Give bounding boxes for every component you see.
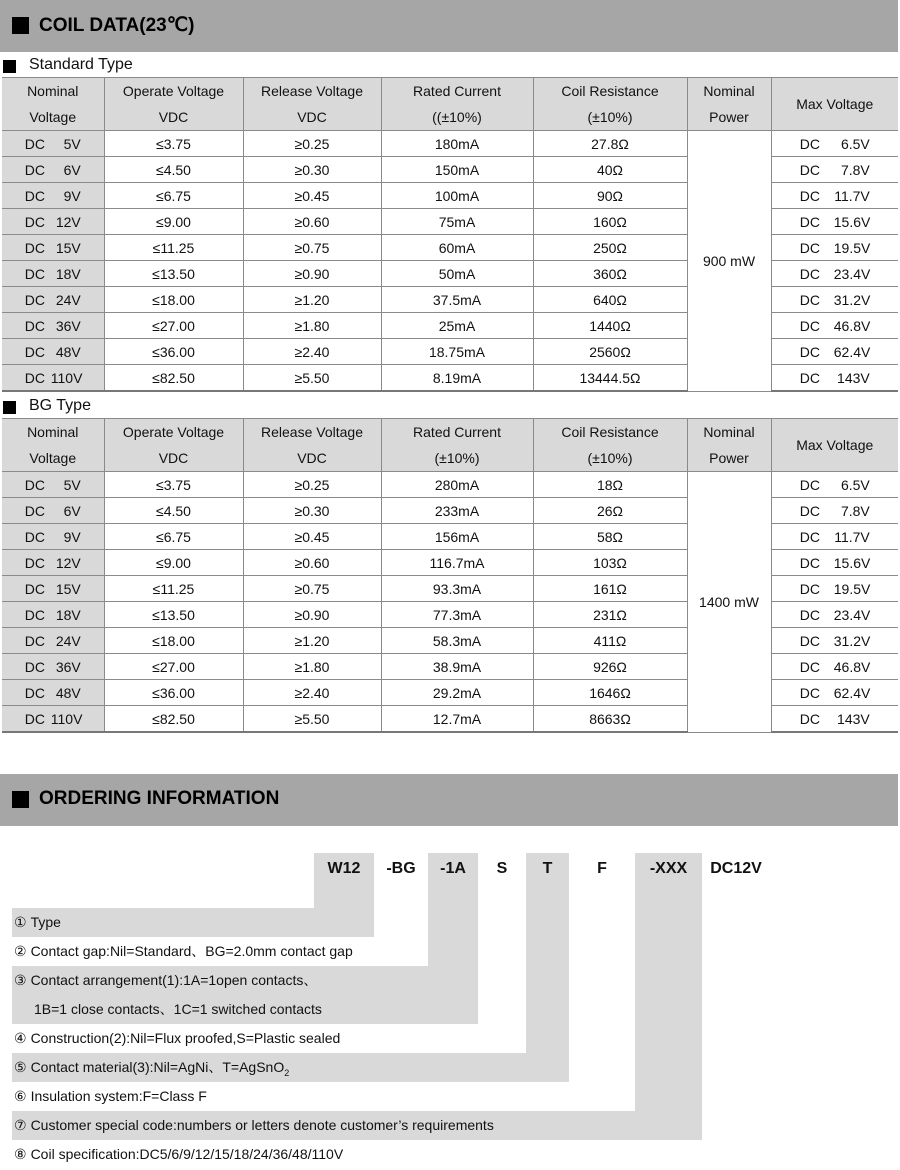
operate-cell: ≤9.00 bbox=[104, 209, 243, 235]
code-part-arrangement: -1A bbox=[440, 860, 466, 877]
code-part-type: W12 bbox=[327, 860, 361, 877]
column-header-unit: Power bbox=[687, 445, 771, 472]
release-cell: ≥0.75 bbox=[243, 235, 381, 261]
current-cell: 156mA bbox=[381, 524, 533, 550]
operate-cell: ≤9.00 bbox=[104, 550, 243, 576]
max-voltage-cell: DC 11.7V bbox=[771, 183, 898, 209]
max-voltage-cell: DC 15.6V bbox=[771, 209, 898, 235]
ordering-section-header bbox=[0, 774, 898, 826]
resistance-cell: 26Ω bbox=[533, 498, 687, 524]
nominal-voltage-cell: DC 48V bbox=[2, 339, 104, 365]
table-row bbox=[2, 131, 898, 157]
nominal-voltage-cell: DC 6V bbox=[2, 157, 104, 183]
current-cell: 77.3mA bbox=[381, 602, 533, 628]
nominal-voltage-cell: DC 36V bbox=[2, 654, 104, 680]
resistance-cell: 1440Ω bbox=[533, 313, 687, 339]
current-cell: 58.3mA bbox=[381, 628, 533, 654]
ordering-item: ⑦ Customer special code:numbers or letters denote customer’s requirements bbox=[12, 1111, 702, 1140]
max-voltage-cell: DC 46.8V bbox=[771, 313, 898, 339]
max-voltage-cell: DC 23.4V bbox=[771, 602, 898, 628]
nominal-voltage-cell: DC 24V bbox=[2, 287, 104, 313]
operate-cell: ≤36.00 bbox=[104, 339, 243, 365]
column-header-unit: VDC bbox=[243, 445, 381, 472]
release-cell: ≥1.80 bbox=[243, 654, 381, 680]
current-cell: 18.75mA bbox=[381, 339, 533, 365]
code-part-coil: DC12V bbox=[710, 860, 762, 877]
column-header: Operate Voltage bbox=[104, 78, 243, 105]
ordering-item: ⑥ Insulation system:F=Class F bbox=[14, 1088, 207, 1104]
square-bullet-icon bbox=[3, 60, 16, 73]
column-header: Operate Voltage bbox=[104, 419, 243, 446]
operate-cell: ≤18.00 bbox=[104, 628, 243, 654]
max-voltage-cell: DC 62.4V bbox=[771, 680, 898, 706]
resistance-cell: 2560Ω bbox=[533, 339, 687, 365]
column-header: Rated Current bbox=[381, 419, 533, 446]
ordering-item: ① Type bbox=[12, 908, 374, 937]
nominal-voltage-cell: DC 18V bbox=[2, 261, 104, 287]
standard-type-table bbox=[2, 77, 898, 392]
max-voltage-cell: DC 19.5V bbox=[771, 235, 898, 261]
ordering-item: ③ Contact arrangement(1):1A=1open contacts、 1B=1 close contacts、1C=1 switched contacts bbox=[12, 966, 478, 1024]
nominal-voltage-cell: DC 15V bbox=[2, 576, 104, 602]
resistance-cell: 250Ω bbox=[533, 235, 687, 261]
release-cell: ≥2.40 bbox=[243, 680, 381, 706]
operate-cell: ≤27.00 bbox=[104, 313, 243, 339]
nominal-voltage-cell: DC 110V bbox=[2, 706, 104, 733]
operate-cell: ≤3.75 bbox=[104, 472, 243, 498]
current-cell: 116.7mA bbox=[381, 550, 533, 576]
column-header: Release Voltage bbox=[243, 78, 381, 105]
current-cell: 50mA bbox=[381, 261, 533, 287]
resistance-cell: 103Ω bbox=[533, 550, 687, 576]
column-header: Rated Current bbox=[381, 78, 533, 105]
max-voltage-cell: DC 6.5V bbox=[771, 131, 898, 157]
column-header: Release Voltage bbox=[243, 419, 381, 446]
current-cell: 100mA bbox=[381, 183, 533, 209]
release-cell: ≥0.60 bbox=[243, 209, 381, 235]
header-row bbox=[2, 445, 898, 472]
max-voltage-cell: DC 31.2V bbox=[771, 628, 898, 654]
resistance-cell: 411Ω bbox=[533, 628, 687, 654]
release-cell: ≥0.45 bbox=[243, 524, 381, 550]
square-bullet-icon bbox=[12, 17, 29, 34]
table-row bbox=[2, 472, 898, 498]
operate-cell: ≤13.50 bbox=[104, 261, 243, 287]
operate-cell: ≤82.50 bbox=[104, 706, 243, 733]
max-voltage-cell: DC 62.4V bbox=[771, 339, 898, 365]
release-cell: ≥0.45 bbox=[243, 183, 381, 209]
resistance-cell: 40Ω bbox=[533, 157, 687, 183]
current-cell: 29.2mA bbox=[381, 680, 533, 706]
max-voltage-cell: DC 31.2V bbox=[771, 287, 898, 313]
resistance-cell: 90Ω bbox=[533, 183, 687, 209]
max-voltage-cell: DC 143V bbox=[771, 365, 898, 392]
ordering-item: ⑤ Contact material(3):Nil=AgNi、T=AgSnO$_2$ bbox=[12, 1053, 569, 1082]
release-cell: ≥5.50 bbox=[243, 365, 381, 392]
column-header-unit: ((±10%) bbox=[381, 104, 533, 131]
current-cell: 37.5mA bbox=[381, 287, 533, 313]
ordering-item: ④ Construction(2):Nil=Flux proofed,S=Plastic sealed bbox=[14, 1030, 341, 1046]
operate-cell: ≤6.75 bbox=[104, 524, 243, 550]
operate-cell: ≤82.50 bbox=[104, 365, 243, 392]
nominal-voltage-cell: DC 48V bbox=[2, 680, 104, 706]
release-cell: ≥1.20 bbox=[243, 628, 381, 654]
operate-cell: ≤13.50 bbox=[104, 602, 243, 628]
column-header-unit: (±10%) bbox=[533, 104, 687, 131]
column-header-unit: VDC bbox=[104, 445, 243, 472]
nominal-voltage-cell: DC 18V bbox=[2, 602, 104, 628]
nominal-voltage-cell: DC 15V bbox=[2, 235, 104, 261]
current-cell: 150mA bbox=[381, 157, 533, 183]
resistance-cell: 161Ω bbox=[533, 576, 687, 602]
section-title: COIL DATA(23℃) bbox=[39, 15, 195, 36]
column-header-unit: VDC bbox=[243, 104, 381, 131]
column-header: Nominal bbox=[687, 78, 771, 105]
nominal-voltage-cell: DC 110V bbox=[2, 365, 104, 392]
bg-type-table bbox=[2, 418, 898, 733]
nominal-voltage-cell: DC 5V bbox=[2, 472, 104, 498]
resistance-cell: 640Ω bbox=[533, 287, 687, 313]
nominal-voltage-cell: DC 5V bbox=[2, 131, 104, 157]
code-part-contact-gap: -BG bbox=[386, 860, 416, 877]
release-cell: ≥1.80 bbox=[243, 313, 381, 339]
ordering-item: ② Contact gap:Nil=Standard、BG=2.0mm contact gap bbox=[14, 943, 353, 959]
operate-cell: ≤3.75 bbox=[104, 131, 243, 157]
max-voltage-cell: DC 7.8V bbox=[771, 157, 898, 183]
nominal-power-cell: 900 mW bbox=[687, 131, 771, 392]
column-header-unit: Power bbox=[687, 104, 771, 131]
max-voltage-cell: DC 23.4V bbox=[771, 261, 898, 287]
max-voltage-cell: DC 46.8V bbox=[771, 654, 898, 680]
column-header: Max Voltage bbox=[771, 419, 898, 472]
current-cell: 280mA bbox=[381, 472, 533, 498]
max-voltage-cell: DC 15.6V bbox=[771, 550, 898, 576]
column-header: Coil Resistance bbox=[533, 78, 687, 105]
current-cell: 8.19mA bbox=[381, 365, 533, 392]
resistance-cell: 13444.5Ω bbox=[533, 365, 687, 392]
column-header-unit: (±10%) bbox=[381, 445, 533, 472]
column-header-unit: (±10%) bbox=[533, 445, 687, 472]
resistance-cell: 1646Ω bbox=[533, 680, 687, 706]
max-voltage-cell: DC 19.5V bbox=[771, 576, 898, 602]
code-part-construction: S bbox=[496, 860, 508, 877]
square-bullet-icon bbox=[12, 791, 29, 808]
code-part-material: T bbox=[542, 860, 553, 877]
operate-cell: ≤11.25 bbox=[104, 235, 243, 261]
resistance-cell: 18Ω bbox=[533, 472, 687, 498]
release-cell: ≥0.30 bbox=[243, 498, 381, 524]
max-voltage-cell: DC 11.7V bbox=[771, 524, 898, 550]
operate-cell: ≤4.50 bbox=[104, 498, 243, 524]
column-header-unit: VDC bbox=[104, 104, 243, 131]
release-cell: ≥0.25 bbox=[243, 472, 381, 498]
header-row bbox=[2, 104, 898, 131]
release-cell: ≥0.90 bbox=[243, 602, 381, 628]
column-header: Max Voltage bbox=[771, 78, 898, 131]
resistance-cell: 160Ω bbox=[533, 209, 687, 235]
column-header-unit: Voltage bbox=[2, 104, 104, 131]
column-header-unit: Voltage bbox=[2, 445, 104, 472]
max-voltage-cell: DC 143V bbox=[771, 706, 898, 733]
resistance-cell: 360Ω bbox=[533, 261, 687, 287]
nominal-voltage-cell: DC 12V bbox=[2, 209, 104, 235]
current-cell: 38.9mA bbox=[381, 654, 533, 680]
square-bullet-icon bbox=[3, 401, 16, 414]
nominal-voltage-cell: DC 9V bbox=[2, 183, 104, 209]
code-stripe bbox=[635, 853, 702, 1140]
release-cell: ≥1.20 bbox=[243, 287, 381, 313]
ordering-item: ⑧ Coil specification:DC5/6/9/12/15/18/24/36/48/110V bbox=[14, 1146, 344, 1162]
release-cell: ≥0.90 bbox=[243, 261, 381, 287]
release-cell: ≥0.60 bbox=[243, 550, 381, 576]
current-cell: 75mA bbox=[381, 209, 533, 235]
operate-cell: ≤6.75 bbox=[104, 183, 243, 209]
operate-cell: ≤18.00 bbox=[104, 287, 243, 313]
release-cell: ≥0.75 bbox=[243, 576, 381, 602]
nominal-voltage-cell: DC 12V bbox=[2, 550, 104, 576]
max-voltage-cell: DC 7.8V bbox=[771, 498, 898, 524]
current-cell: 60mA bbox=[381, 235, 533, 261]
code-part-customer: -XXX bbox=[649, 860, 688, 877]
resistance-cell: 926Ω bbox=[533, 654, 687, 680]
current-cell: 93.3mA bbox=[381, 576, 533, 602]
resistance-cell: 231Ω bbox=[533, 602, 687, 628]
section-title: ORDERING INFORMATION bbox=[39, 788, 280, 809]
current-cell: 180mA bbox=[381, 131, 533, 157]
resistance-cell: 27.8Ω bbox=[533, 131, 687, 157]
release-cell: ≥5.50 bbox=[243, 706, 381, 733]
header-row bbox=[2, 78, 898, 105]
nominal-voltage-cell: DC 36V bbox=[2, 313, 104, 339]
current-cell: 25mA bbox=[381, 313, 533, 339]
code-part-insulation: F bbox=[597, 860, 607, 877]
resistance-cell: 8663Ω bbox=[533, 706, 687, 733]
column-header: Nominal bbox=[687, 419, 771, 446]
column-header: Nominal bbox=[2, 78, 104, 105]
coil-data-section-header bbox=[0, 0, 898, 52]
operate-cell: ≤36.00 bbox=[104, 680, 243, 706]
max-voltage-cell: DC 6.5V bbox=[771, 472, 898, 498]
release-cell: ≥2.40 bbox=[243, 339, 381, 365]
nominal-voltage-cell: DC 9V bbox=[2, 524, 104, 550]
resistance-cell: 58Ω bbox=[533, 524, 687, 550]
code-stripe bbox=[526, 853, 569, 1081]
column-header: Nominal bbox=[2, 419, 104, 446]
release-cell: ≥0.25 bbox=[243, 131, 381, 157]
current-cell: 233mA bbox=[381, 498, 533, 524]
nominal-voltage-cell: DC 6V bbox=[2, 498, 104, 524]
operate-cell: ≤11.25 bbox=[104, 576, 243, 602]
release-cell: ≥0.30 bbox=[243, 157, 381, 183]
operate-cell: ≤4.50 bbox=[104, 157, 243, 183]
nominal-voltage-cell: DC 24V bbox=[2, 628, 104, 654]
header-row bbox=[2, 419, 898, 446]
nominal-power-cell: 1400 mW bbox=[687, 472, 771, 733]
column-header: Coil Resistance bbox=[533, 419, 687, 446]
operate-cell: ≤27.00 bbox=[104, 654, 243, 680]
current-cell: 12.7mA bbox=[381, 706, 533, 733]
